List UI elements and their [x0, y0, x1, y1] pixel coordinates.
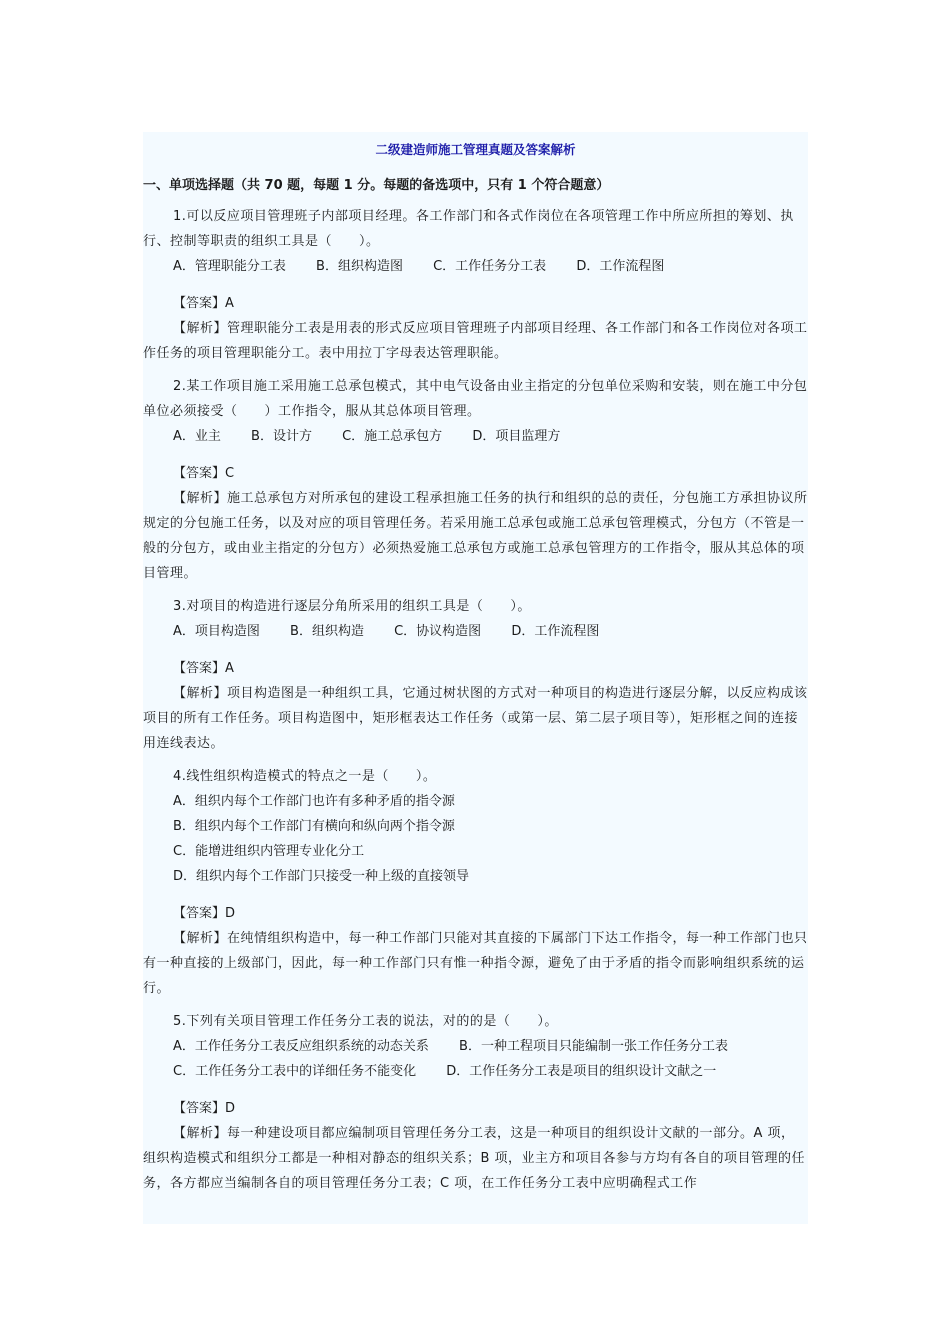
answer: 【答案】A	[173, 661, 234, 676]
question-3	[143, 594, 808, 756]
options	[143, 424, 808, 449]
option-c: C．协议构造图	[394, 624, 482, 639]
question-4	[143, 764, 808, 1001]
option-row	[173, 619, 808, 644]
option-b: B．设计方	[251, 429, 312, 444]
question-2	[143, 374, 808, 586]
question-stem: 4.线性组织构造模式的特点之一是（ ）。	[173, 769, 437, 784]
option-c: C．工作任务分工表	[433, 259, 547, 274]
options	[143, 619, 808, 644]
option-d: D．项目监理方	[472, 429, 561, 444]
options	[143, 254, 808, 279]
option-c: C．能增进组织内管理专业化分工	[173, 844, 365, 859]
answer: 【答案】D	[173, 906, 236, 921]
option-b: B．一种工程项目只能编制一张工作任务分工表	[459, 1039, 728, 1054]
option-b: B．组织构造	[290, 624, 364, 639]
options	[143, 789, 808, 889]
option-c: C．施工总承包方	[342, 429, 443, 444]
analysis: 【解析】在纯情组织构造中，每一种工作部门只能对其直接的下属部门下达工作指令，每一种工作部门也只有一种直接的上级部门，因此，每一种工作部门只有惟一种指令源，避免了由于矛盾的指令而影响组织系统的运行。	[143, 931, 808, 996]
option-a: A．管理职能分工表	[173, 259, 286, 274]
analysis: 【解析】项目构造图是一种组织工具，它通过树状图的方式对一种项目的构造进行逐层分解，以反应构成该项目的所有工作任务。项目构造图中，矩形框表达工作任务（或第一层、第二层子项目等），矩形框之间的连接用连线表达。	[143, 686, 808, 751]
option-d: D．工作流程图	[511, 624, 600, 639]
option-b: B．组织构造图	[316, 259, 403, 274]
document-body	[143, 132, 808, 1224]
answer: 【答案】D	[173, 1101, 236, 1116]
option-a: A．业主	[173, 429, 221, 444]
option-d: D．组织内每个工作部门只接受一种上级的直接领导	[173, 869, 470, 884]
question-stem: 2.某工作项目施工采用施工总承包模式，其中电气设备由业主指定的分包单位采购和安装，则在施工中分包单位必须接受（ ）工作指令，服从其总体项目管理。	[143, 379, 808, 419]
option-a: A．工作任务分工表反应组织系统的动态关系	[173, 1039, 429, 1054]
analysis: 【解析】施工总承包方对所承包的建设工程承担施工任务的执行和组织的总的责任，分包施工方承担协议所规定的分包施工任务，以及对应的项目管理任务。若采用施工总承包或施工总承包管理模式，分包方（不管是一般的分包方，或由业主指定的分包方）必须热爱施工总承包方或施工总承包管理方的工作指令，服从其总体的项目管理。	[143, 491, 808, 581]
option-d: D．工作流程图	[576, 259, 665, 274]
analysis: 【解析】每一种建设项目都应编制项目管理任务分工表，这是一种项目的组织设计文献的一部分。A 项，组织构造模式和组织分工都是一种相对静态的组织关系；B 项，业主方和项目各参与方均有各自的项目管理的任务，各方都应当编制各自的项目管理任务分工表；C 项，在工作任务分工表中应明确程式工作	[143, 1126, 806, 1191]
option-row	[173, 1059, 808, 1084]
question-1	[143, 204, 808, 366]
answer: 【答案】A	[173, 296, 234, 311]
doc-title: 二级建造师施工管理真题及答案解析	[375, 142, 576, 157]
option-c: C．工作任务分工表中的详细任务不能变化	[173, 1064, 417, 1079]
question-5	[143, 1009, 808, 1196]
options	[143, 1034, 808, 1084]
question-stem: 3.对项目的构造进行逐层分角所采用的组织工具是（ ）。	[173, 599, 531, 614]
question-stem: 5.下列有关项目管理工作任务分工表的说法，对的的是（ ）。	[173, 1014, 558, 1029]
analysis: 【解析】管理职能分工表是用表的形式反应项目管理班子内部项目经理、各工作部门和各工作岗位对各项工作任务的项目管理职能分工。表中用拉丁字母表达管理职能。	[143, 321, 808, 361]
section-title: 一、单项选择题（共 70 题，每题 1 分。每题的备选项中，只有 1 个符合题意）	[143, 178, 610, 193]
option-a: A．项目构造图	[173, 624, 260, 639]
option-b: B．组织内每个工作部门有横向和纵向两个指令源	[173, 819, 455, 834]
option-row	[173, 1034, 808, 1059]
question-stem: 1.可以反应项目管理班子内部项目经理。各工作部门和各式作岗位在各项管理工作中所应所担的筹划、执行、控制等职责的组织工具是（ ）。	[143, 209, 794, 249]
option-d: D．工作任务分工表是项目的组织设计文献之一	[446, 1064, 717, 1079]
option-row	[173, 254, 808, 279]
answer: 【答案】C	[173, 466, 235, 481]
option-row	[173, 424, 808, 449]
option-a: A．组织内每个工作部门也许有多种矛盾的指令源	[173, 794, 455, 809]
